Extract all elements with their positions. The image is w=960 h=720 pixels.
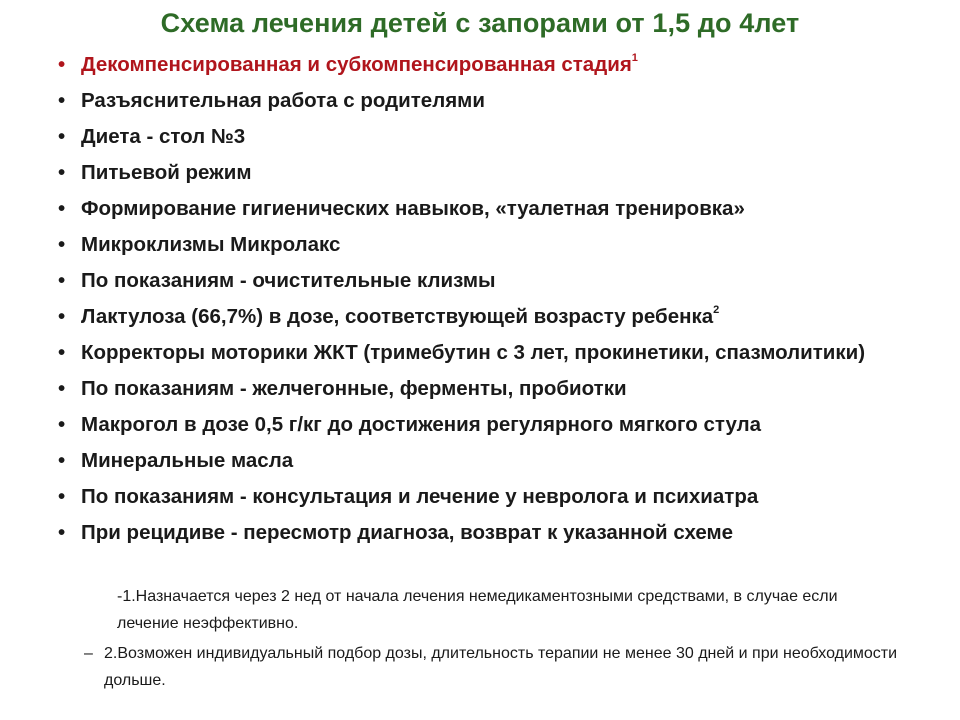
bullet-text: Минеральные масла bbox=[81, 449, 294, 472]
bullet-text: По показаниям - очистительные клизмы bbox=[81, 269, 496, 292]
footnote-dash: – bbox=[84, 645, 93, 662]
bullet-marker: • bbox=[58, 449, 66, 472]
bullet-text: Питьевой режим bbox=[81, 161, 252, 184]
bullet-item bbox=[58, 230, 938, 259]
footnote-2 bbox=[84, 640, 904, 694]
bullet-item bbox=[58, 446, 938, 475]
bullet-item bbox=[58, 302, 938, 331]
bullet-marker: • bbox=[58, 269, 66, 292]
bullet-marker: • bbox=[58, 377, 66, 400]
bullet-marker: • bbox=[58, 413, 66, 436]
bullet-text: Корректоры моторики ЖКТ (тримебутин с 3 лет, прокинетики, спазмолитики) bbox=[81, 341, 866, 364]
footnote-2-text: 2.Возможен индивидуальный подбор дозы, длительность терапии не менее 30 дней и при необходимости дольше. bbox=[104, 645, 898, 689]
bullet-item bbox=[58, 122, 938, 151]
bullet-text: По показаниям - желчегонные, ферменты, пробиотки bbox=[81, 377, 627, 400]
bullet-text: Декомпенсированная и субкомпенсированная стадия bbox=[81, 53, 632, 76]
bullet-marker: • bbox=[58, 161, 66, 184]
bullet-item bbox=[58, 374, 938, 403]
footnote-1: -1.Назначается через 2 нед от начала лечения немедикаментозными средствами, в случае если лечение неэффективно. bbox=[117, 588, 838, 632]
bullet-marker: • bbox=[58, 233, 66, 256]
bullet-item bbox=[58, 86, 938, 115]
bullet-text: Диета - стол №3 bbox=[81, 125, 246, 148]
bullet-item bbox=[58, 194, 938, 223]
slide-title: Схема лечения детей с запорами от 1,5 до 4лет bbox=[160, 8, 800, 38]
bullet-text: Формирование гигиенических навыков, «туалетная тренировка» bbox=[81, 197, 745, 220]
bullet-item bbox=[58, 158, 938, 187]
bullet-list bbox=[58, 50, 938, 554]
bullet-text: При рецидиве - пересмотр диагноза, возврат к указанной схеме bbox=[81, 521, 734, 544]
bullet-text: Микроклизмы Микролакс bbox=[81, 233, 341, 256]
bullet-marker: • bbox=[58, 89, 66, 112]
bullet-item bbox=[58, 518, 938, 547]
bullet-item bbox=[58, 410, 938, 439]
footnote-ref: 1 bbox=[631, 52, 638, 65]
bullet-marker: • bbox=[58, 197, 66, 220]
bullet-marker: • bbox=[58, 485, 66, 508]
bullet-text: По показаниям - консультация и лечение у невролога и психиатра bbox=[81, 485, 759, 508]
bullet-marker: • bbox=[58, 341, 66, 364]
bullet-item bbox=[58, 50, 938, 79]
bullet-marker: • bbox=[58, 53, 66, 76]
bullet-item bbox=[58, 338, 938, 367]
bullet-marker: • bbox=[58, 305, 66, 328]
bullet-marker: • bbox=[58, 521, 66, 544]
bullet-item bbox=[58, 482, 938, 511]
footnote-ref: 2 bbox=[713, 304, 720, 317]
bullet-text: Разъяснительная работа с родителями bbox=[81, 89, 485, 112]
bullet-text: Лактулоза (66,7%) в дозе, соответствующей возрасту ребенка bbox=[81, 305, 714, 328]
bullet-item bbox=[58, 266, 938, 295]
bullet-text: Макрогол в дозе 0,5 г/кг до достижения регулярного мягкого стула bbox=[81, 413, 762, 436]
bullet-marker: • bbox=[58, 125, 66, 148]
